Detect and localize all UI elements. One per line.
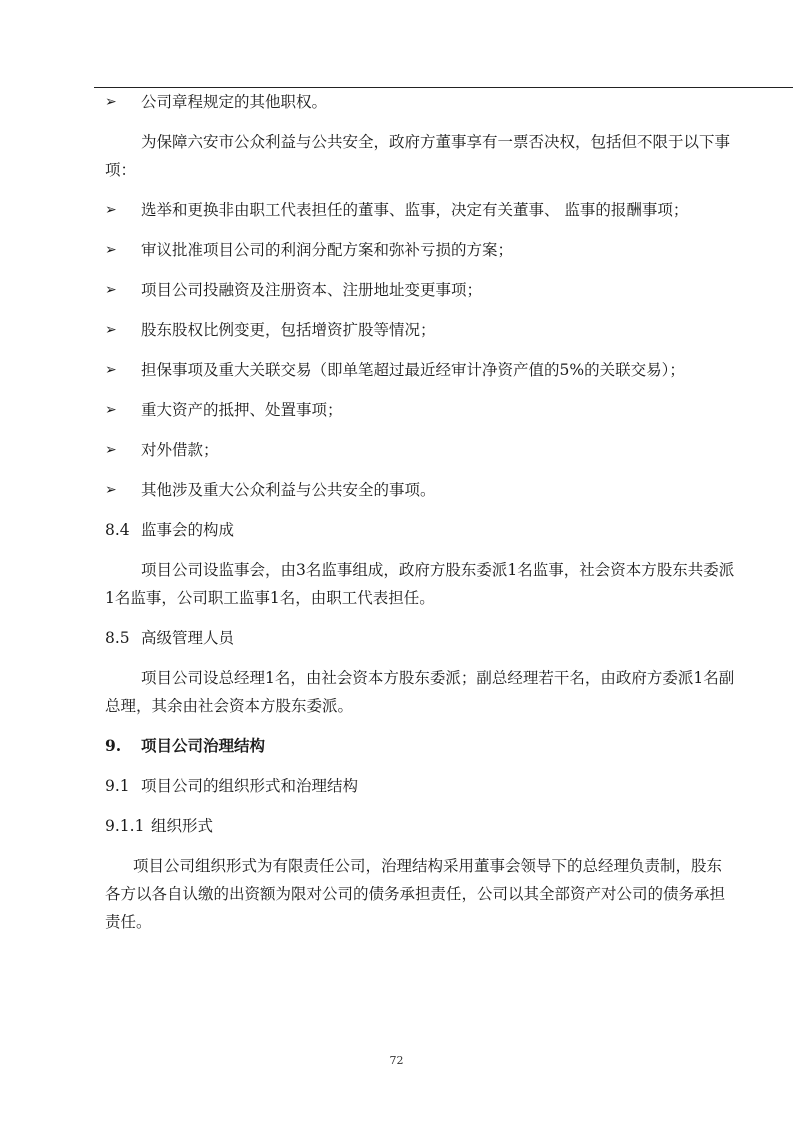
paragraph: 为保障六安市公众利益与公共安全，政府方董事享有一票否决权，包括但不限于以下事项： bbox=[105, 133, 731, 179]
section-title: 组织形式 bbox=[151, 817, 214, 835]
bullet-text: 股东股权比例变更，包括增资扩股等情况； bbox=[141, 321, 436, 339]
bullet-text: 其他涉及重大公众利益与公共安全的事项。 bbox=[141, 481, 436, 499]
bullet-item bbox=[105, 236, 735, 264]
paragraph: 项目公司设总经理1名，由社会资本方股东委派；副总经理若干名，由政府方委派1名副总理，其余由社会资本方股东委派。 bbox=[105, 669, 735, 715]
bullet-text: 项目公司投融资及注册资本、注册地址变更事项； bbox=[141, 281, 483, 299]
arrow-bullet-icon: ➢ bbox=[105, 482, 117, 498]
bullet-item bbox=[105, 196, 735, 224]
section-number: 9.1.1 bbox=[105, 817, 145, 835]
arrow-bullet-icon: ➢ bbox=[105, 442, 117, 458]
subsection-heading bbox=[105, 812, 735, 840]
bullet-text: 选举和更换非由职工代表担任的董事、监事，决定有关董事、 监事的报酬事项； bbox=[141, 201, 689, 219]
arrow-bullet-icon: ➢ bbox=[105, 94, 117, 110]
bullet-text: 对外借款； bbox=[141, 441, 219, 459]
arrow-bullet-icon: ➢ bbox=[105, 282, 117, 298]
bullet-item bbox=[105, 276, 735, 304]
arrow-bullet-icon: ➢ bbox=[105, 242, 117, 258]
paragraph: 项目公司设监事会，由3名监事组成，政府方股东委派1名监事，社会资本方股东共委派1名监事，公司职工监事1名，由职工代表担任。 bbox=[105, 561, 735, 607]
section-title: 项目公司的组织形式和治理结构 bbox=[141, 777, 359, 795]
chapter-number: 9. bbox=[105, 736, 122, 755]
chapter-heading bbox=[105, 732, 735, 760]
section-title: 监事会的构成 bbox=[141, 521, 235, 539]
bullet-text: 重大资产的抵押、处置事项； bbox=[141, 401, 343, 419]
bullet-item bbox=[105, 436, 735, 464]
paragraph: 项目公司组织形式为有限责任公司，治理结构采用董事会领导下的总经理负责制，股东各方以各自认缴的出资额为限对公司的债务承担责任，公司以其全部资产对公司的债务承担责任。 bbox=[105, 857, 726, 931]
bullet-item bbox=[105, 88, 735, 116]
bullet-text: 担保事项及重大关联交易（即单笔超过最近经审计净资产值的5%的关联交易）； bbox=[141, 361, 685, 379]
section-title: 高级管理人员 bbox=[141, 629, 235, 647]
bullet-text: 公司章程规定的其他职权。 bbox=[141, 93, 328, 111]
section-number: 8.5 bbox=[105, 629, 130, 647]
section-heading bbox=[105, 772, 735, 800]
section-number: 9.1 bbox=[105, 777, 130, 795]
bullet-item bbox=[105, 316, 735, 344]
arrow-bullet-icon: ➢ bbox=[105, 202, 117, 218]
arrow-bullet-icon: ➢ bbox=[105, 362, 117, 378]
section-heading bbox=[105, 624, 735, 652]
document-body bbox=[105, 88, 735, 948]
bullet-text: 审议批准项目公司的利润分配方案和弥补亏损的方案； bbox=[141, 241, 514, 259]
bullet-item bbox=[105, 476, 735, 504]
page-number: 72 bbox=[389, 1054, 404, 1067]
bullet-item bbox=[105, 356, 735, 384]
chapter-title: 项目公司治理结构 bbox=[141, 736, 266, 755]
arrow-bullet-icon: ➢ bbox=[105, 322, 117, 338]
section-number: 8.4 bbox=[105, 521, 130, 539]
arrow-bullet-icon: ➢ bbox=[105, 402, 117, 418]
section-heading bbox=[105, 516, 735, 544]
bullet-item bbox=[105, 396, 735, 424]
